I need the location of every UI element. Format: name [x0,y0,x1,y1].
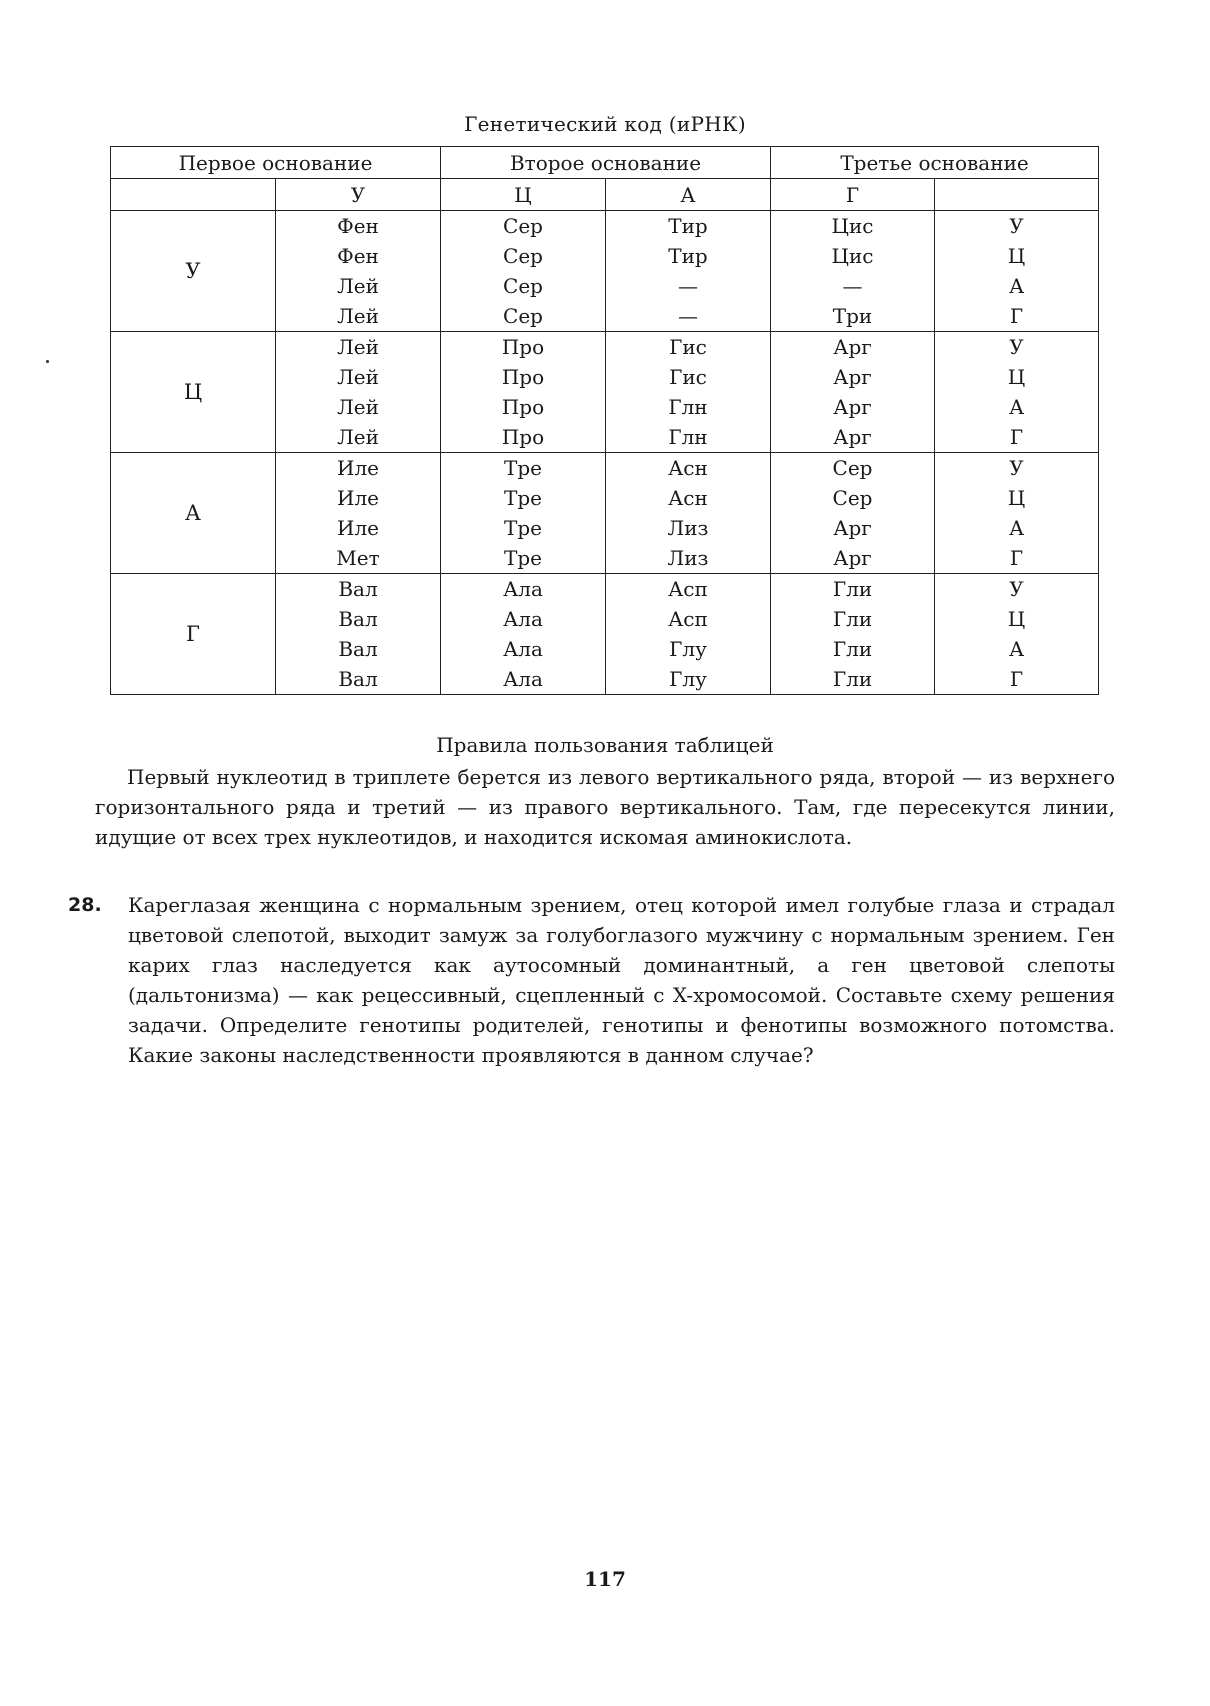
amino-acid-cell: — [606,301,771,332]
amino-acid-cell: Арг [771,362,935,392]
third-base-cell: У [935,211,1099,242]
amino-acid-cell: Вал [276,574,441,605]
amino-acid-cell: Сер [771,483,935,513]
first-base-cell: Г [111,574,276,695]
amino-acid-cell: Лиз [606,513,771,543]
amino-acid-cell: Фен [276,211,441,242]
amino-acid-cell: Арг [771,543,935,574]
amino-acid-cell: Иле [276,483,441,513]
amino-acid-cell: Гли [771,604,935,634]
amino-acid-cell: Три [771,301,935,332]
amino-acid-cell: Лей [276,422,441,453]
amino-acid-cell: Тре [441,483,606,513]
amino-acid-cell: Арг [771,513,935,543]
amino-acid-cell: Вал [276,634,441,664]
amino-acid-cell: — [771,271,935,301]
table-row [111,211,1099,242]
stray-dot [46,360,49,363]
amino-acid-cell: Гис [606,362,771,392]
third-base-cell: Ц [935,362,1099,392]
amino-acid-cell: Глу [606,664,771,695]
amino-acid-cell: Лей [276,392,441,422]
third-base-cell: Г [935,664,1099,695]
second-base-label: У [276,179,441,211]
amino-acid-cell: Асн [606,483,771,513]
amino-acid-cell: Асн [606,453,771,484]
task-28 [68,890,1115,1070]
amino-acid-cell: Цис [771,211,935,242]
table-row [111,453,1099,484]
amino-acid-cell: Гис [606,332,771,363]
amino-acid-cell: Тре [441,513,606,543]
amino-acid-cell: Про [441,362,606,392]
amino-acid-cell: Лиз [606,543,771,574]
header-third-base: Третье основание [771,147,1099,179]
header-first-base: Первое основание [111,147,441,179]
table-row [111,574,1099,605]
amino-acid-cell: Тир [606,241,771,271]
third-base-cell: Г [935,543,1099,574]
second-base-label: Г [771,179,935,211]
amino-acid-cell: — [606,271,771,301]
third-base-cell: У [935,574,1099,605]
third-base-cell: А [935,392,1099,422]
third-base-cell: Ц [935,604,1099,634]
third-base-cell: Ц [935,483,1099,513]
amino-acid-cell: Иле [276,453,441,484]
page-number: 117 [584,1567,626,1591]
amino-acid-cell: Гли [771,664,935,695]
amino-acid-cell: Глн [606,392,771,422]
third-base-cell: У [935,453,1099,484]
amino-acid-cell: Глу [606,634,771,664]
third-base-cell: Ц [935,241,1099,271]
amino-acid-cell: Про [441,392,606,422]
amino-acid-cell: Тре [441,543,606,574]
amino-acid-cell: Арг [771,392,935,422]
amino-acid-cell: Асп [606,604,771,634]
table-title: Генетический код (иРНК) [464,112,746,136]
amino-acid-cell: Мет [276,543,441,574]
third-base-cell: У [935,332,1099,363]
amino-acid-cell: Лей [276,332,441,363]
third-base-cell: Г [935,301,1099,332]
amino-acid-cell: Тре [441,453,606,484]
amino-acid-cell: Тир [606,211,771,242]
amino-acid-cell: Сер [771,453,935,484]
amino-acid-cell: Сер [441,211,606,242]
amino-acid-cell: Гли [771,634,935,664]
empty-cell [935,179,1099,211]
rules-title: Правила пользования таблицей [436,733,774,757]
empty-cell [111,179,276,211]
amino-acid-cell: Ала [441,574,606,605]
amino-acid-cell: Лей [276,271,441,301]
task-text: Кареглазая женщина с нормальным зрением, отец которой имел голубые глаза и страдал цветовой слепотой, выходит замуж за голубоглазого мужчину с нормальным зрением. Ген карих глаз наследуется как аутосомный доминантный, а ген цветовой слепоты (дальтонизма) — как рецессивный, сцепленный с X-хромосомой. Составьте схему решения задачи. Определите генотипы родителей, генотипы и фенотипы возможного потомства. Какие законы наследственности проявляются в данном случае? [128,893,1115,1067]
task-number: 28. [68,894,102,916]
amino-acid-cell: Фен [276,241,441,271]
amino-acid-cell: Вал [276,604,441,634]
amino-acid-cell: Ала [441,634,606,664]
second-base-label: Ц [441,179,606,211]
amino-acid-cell: Вал [276,664,441,695]
amino-acid-cell: Асп [606,574,771,605]
header-row [111,147,1099,179]
amino-acid-cell: Арг [771,332,935,363]
amino-acid-cell: Сер [441,301,606,332]
amino-acid-cell: Арг [771,422,935,453]
second-base-row [111,179,1099,211]
third-base-cell: А [935,271,1099,301]
first-base-cell: А [111,453,276,574]
second-base-label: А [606,179,771,211]
amino-acid-cell: Иле [276,513,441,543]
amino-acid-cell: Сер [441,271,606,301]
amino-acid-cell: Глн [606,422,771,453]
amino-acid-cell: Цис [771,241,935,271]
amino-acid-cell: Лей [276,301,441,332]
rules-text: Первый нуклеотид в триплете берется из левого вертикального ряда, второй — из верхнего горизонтального ряда и третий — из правого вертикального. Там, где пересекутся линии, идущие от всех трех нуклеотидов, и находится искомая аминокислота. [95,765,1115,849]
amino-acid-cell: Гли [771,574,935,605]
amino-acid-cell: Сер [441,241,606,271]
amino-acid-cell: Про [441,332,606,363]
third-base-cell: А [935,513,1099,543]
amino-acid-cell: Про [441,422,606,453]
amino-acid-cell: Ала [441,604,606,634]
first-base-cell: Ц [111,332,276,453]
third-base-cell: А [935,634,1099,664]
header-second-base: Второе основание [441,147,771,179]
amino-acid-cell: Лей [276,362,441,392]
first-base-cell: У [111,211,276,332]
third-base-cell: Г [935,422,1099,453]
amino-acid-cell: Ала [441,664,606,695]
genetic-code-table [110,146,1099,695]
table-row [111,332,1099,363]
